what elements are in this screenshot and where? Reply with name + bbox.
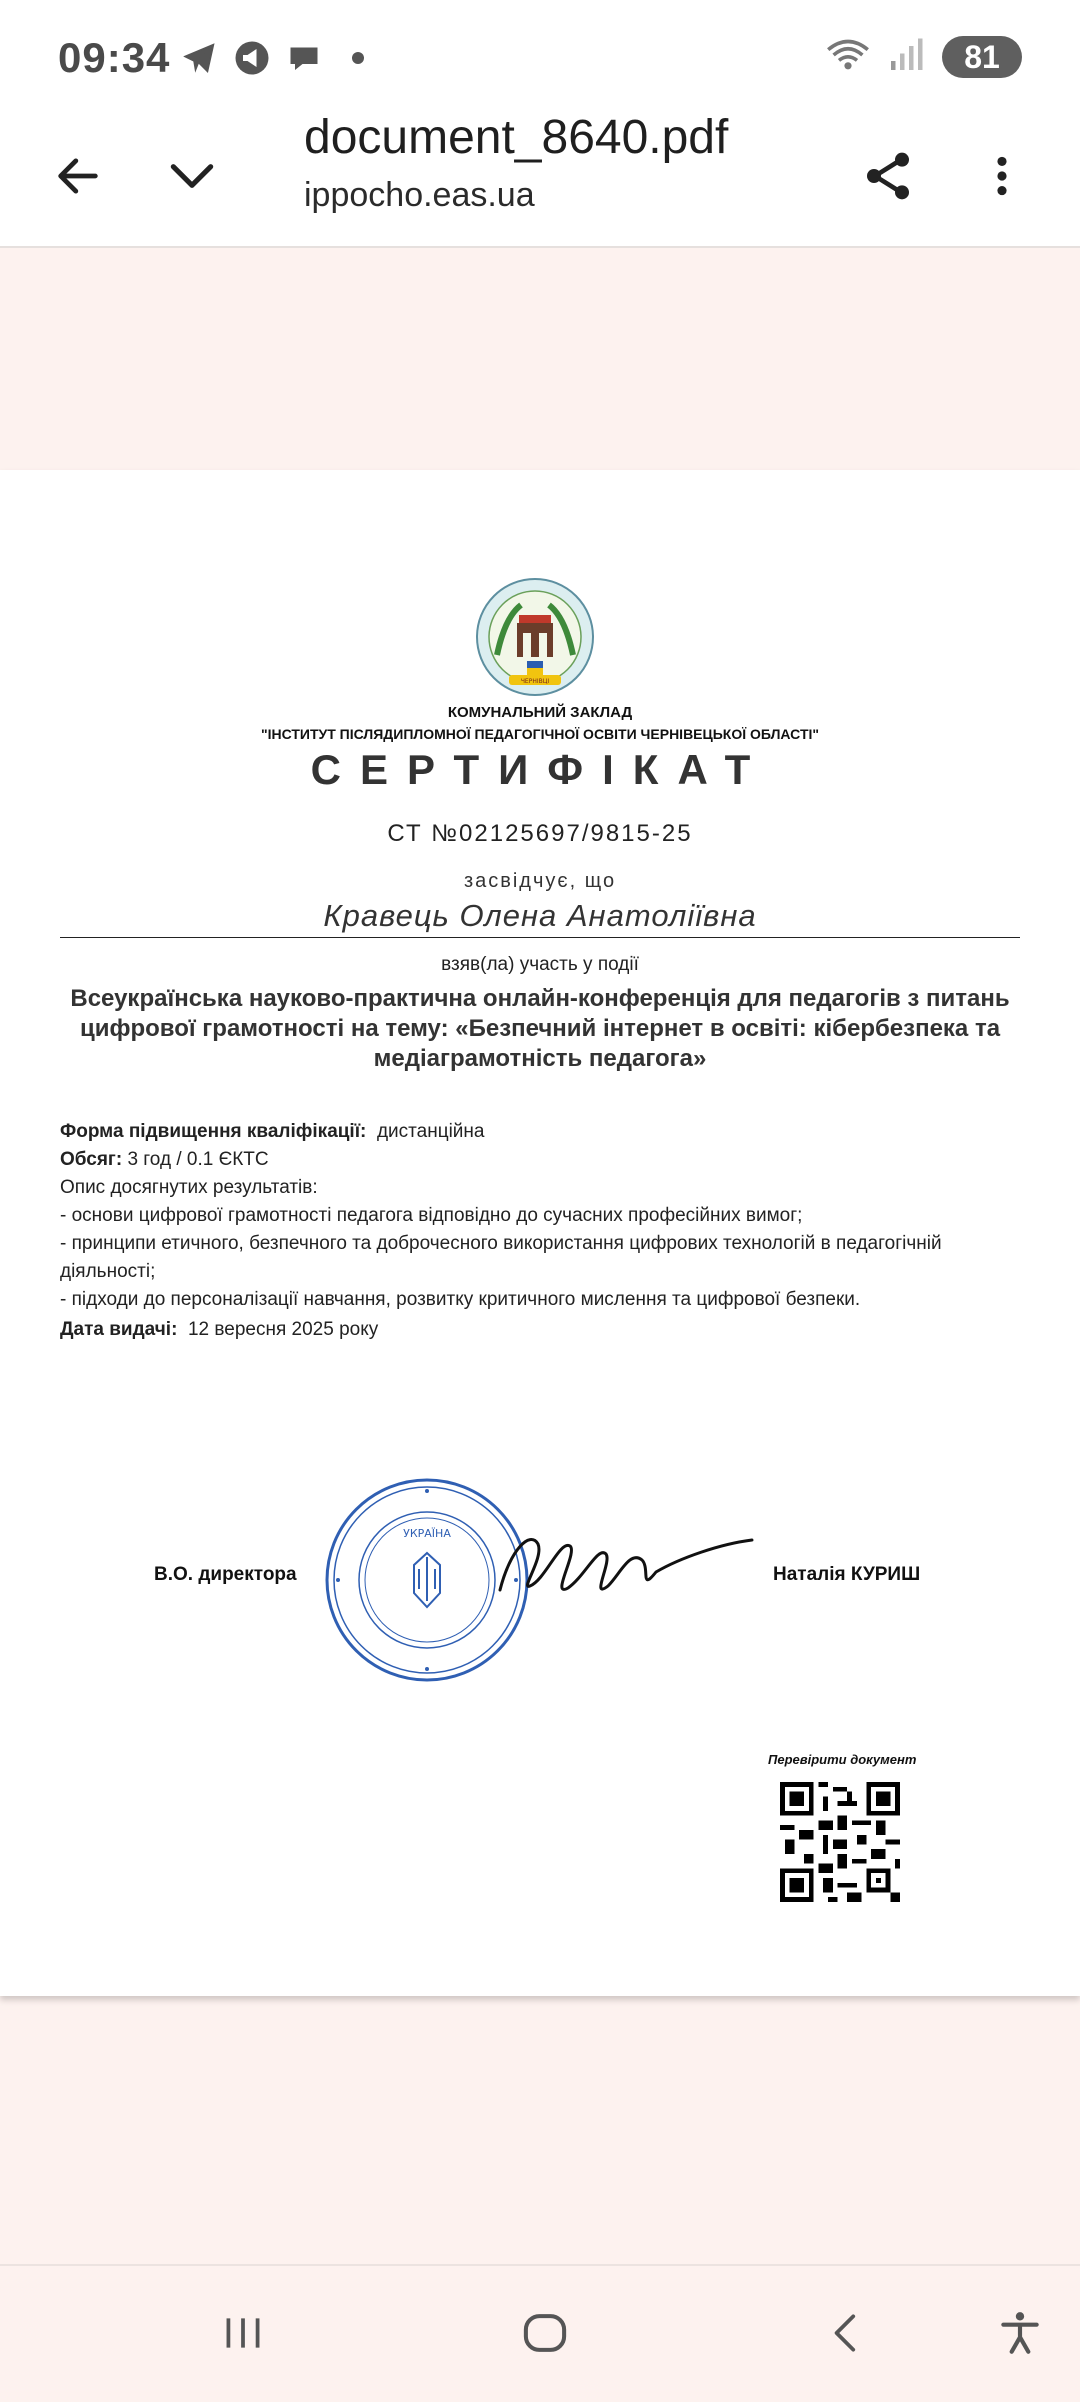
navigation-bar [0,2264,1080,2402]
accessibility-icon[interactable] [975,2288,1065,2378]
volume-row [60,1146,1020,1174]
took-part-text: взяв(ла) участь у події [441,954,639,975]
chevron-down-icon[interactable] [152,136,232,216]
telegram-icon [182,40,218,76]
status-bar [0,0,1080,110]
document-source: ippocho.eas.ua [304,176,535,214]
event-title: Всеукраїнська науково-практична онлайн-конференція для педагогів з питань цифрової грамотності на тему: «Безпечний інтернет в освіті: кібербезпека та медіаграмотність педагога» [70,985,1010,1072]
results-heading: Опис досягнутих результатів: [60,1177,318,1198]
status-right [826,36,1022,78]
back-arrow-icon[interactable] [38,136,118,216]
status-time: 09:34 [58,34,171,81]
stamp-label: УКРАЇНА [403,1527,451,1540]
wifi-icon [826,37,870,78]
document-title: document_8640.pdf [304,111,729,164]
app-bar [0,110,1080,248]
pdf-page [0,470,1080,1996]
more-vert-icon[interactable] [962,136,1042,216]
notification-icons [182,40,364,76]
recipient-name: Кравець Олена Анатоліївна [323,898,757,933]
recent-apps-icon[interactable] [198,2288,288,2378]
result-item: - основи цифрової грамотності педагога відповідно до сучасних професійних вимог; [60,1205,803,1226]
certificate-number: СТ №02125697/9815-25 [387,820,693,847]
home-icon[interactable] [500,2288,590,2378]
institution-line-1: КОМУНАЛЬНИЙ ЗАКЛАД [447,704,633,721]
name-underline [60,937,1020,938]
verify-label: Перевірити документ [768,1752,917,1767]
certificate-details [60,1118,1020,1344]
chat-bubble-icon [286,40,322,76]
institution-line-2: "ІНСТИТУТ ПІСЛЯДИПЛОМНОЇ ПЕДАГОГІЧНОЇ ОСВІТИ ЧЕРНІВЕЦЬКОЇ ОБЛАСТІ" [260,726,820,742]
logo-caption: ЧЕРНІВЦІ [520,678,550,685]
result-item: - підходи до персоналізації навчання, розвитку критичного мислення та цифрової безпеки. [60,1289,861,1310]
megaphone-icon [234,40,270,76]
institute-logo [475,577,595,697]
form-row [60,1118,1020,1146]
volume-label: Обсяг: [60,1149,123,1170]
certificate-title: СЕРТИФІКАТ [310,746,770,793]
date-value: 12 вересня 2025 року [187,1319,379,1340]
qr-code[interactable] [780,1782,900,1902]
battery-indicator: 81 [942,36,1022,78]
form-label: Форма підвищення кваліфікації: [60,1121,367,1142]
back-icon[interactable] [802,2288,892,2378]
date-label: Дата видачі: [60,1319,178,1340]
date-row [60,1316,1020,1344]
dot-icon [352,52,364,64]
share-icon[interactable] [848,136,928,216]
signer-position: В.О. директора [154,1564,297,1585]
signer-name: Наталія КУРИШ [773,1564,921,1585]
signal-icon [888,37,924,78]
form-value: дистанційна [376,1121,485,1142]
volume-value: 3 год / 0.1 ЄКТС [127,1149,269,1170]
signature [490,1510,760,1610]
result-item: - принципи етичного, безпечного та доброчесного використання цифрових технологій в педагогічній діяльності; [60,1233,942,1282]
certifies-text: засвідчує, що [463,870,617,892]
